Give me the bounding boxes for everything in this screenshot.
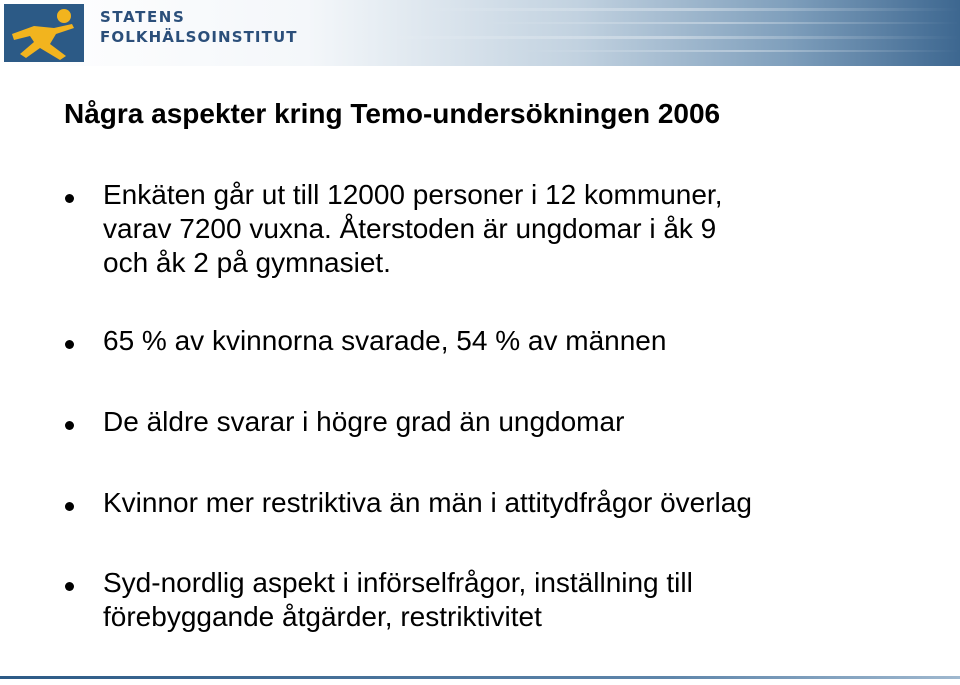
bullet-marker xyxy=(65,421,74,430)
footer-rule xyxy=(0,676,960,679)
bullet-marker xyxy=(65,582,74,591)
bullet-text xyxy=(103,486,923,520)
bullet-line: och åk 2 på gymnasiet. xyxy=(103,247,391,278)
bullet-marker xyxy=(65,340,74,349)
bullet-line: Kvinnor mer restriktiva än män i attitydfrågor överlag xyxy=(103,487,752,518)
bullet-text xyxy=(103,178,923,280)
bullet-text xyxy=(103,566,923,634)
bullet-line: 65 % av kvinnorna svarade, 54 % av männen xyxy=(103,325,667,356)
bullet-line: varav 7200 vuxna. Återstoden är ungdomar i åk 9 xyxy=(103,213,717,244)
bullet-line: De äldre svarar i högre grad än ungdomar xyxy=(103,406,625,437)
slide-title: Några aspekter kring Temo-undersökningen 2006 xyxy=(64,98,721,129)
bullet-text xyxy=(103,324,923,358)
logo-line-1: STATENS xyxy=(100,8,186,26)
logo-line-2: FOLKHÄLSOINSTITUT xyxy=(100,28,298,46)
bullet-line: Enkäten går ut till 12000 personer i 12 kommuner, xyxy=(103,179,723,210)
bullet-line: Syd-nordlig aspekt i införselfrågor, inställning till xyxy=(103,567,693,598)
bullet-line: förebyggande åtgärder, restriktivitet xyxy=(103,601,542,632)
bullet-marker xyxy=(65,502,74,511)
bullet-marker xyxy=(65,194,74,203)
bullet-text xyxy=(103,405,923,439)
